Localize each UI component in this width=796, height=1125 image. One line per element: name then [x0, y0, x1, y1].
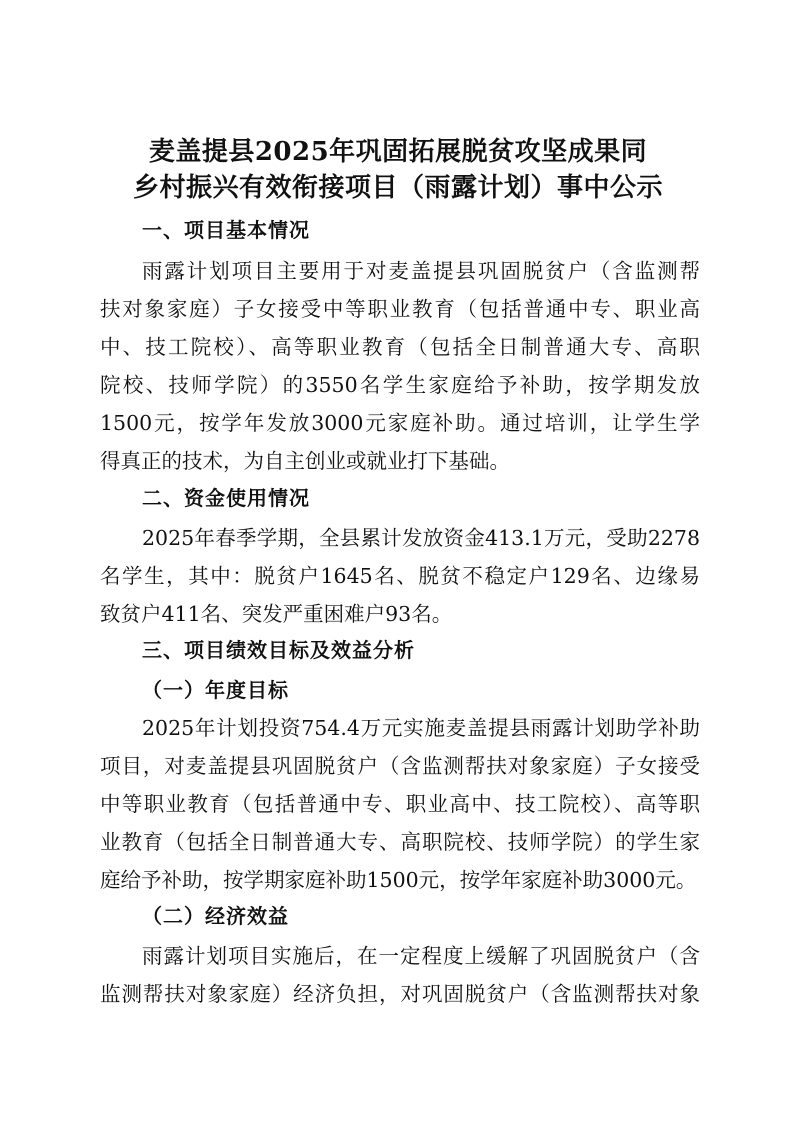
paragraph-line: 业教育（包括全日制普通大专、高职院校、技师学院）的学生家 — [100, 830, 700, 854]
paragraph-line: 中、技工院校）、高等职业教育（包括全日制普通大专、高职 — [100, 335, 700, 359]
paragraph-line: 院校、技师学院）的3550名学生家庭给予补助，按学期发放 — [100, 373, 700, 397]
section-1-paragraph — [100, 252, 700, 480]
paragraph-line: 项目，对麦盖提县巩固脱贫户（含监测帮扶对象家庭）子女接受 — [100, 754, 700, 778]
subsection-2-heading: （二）经济效益 — [142, 904, 289, 928]
paragraph-line: 1500元，按学年发放3000元家庭补助。通过培训，让学生学 — [100, 411, 700, 435]
paragraph-line: 中等职业教育（包括普通中专、职业高中、技工院校）、高等职 — [100, 792, 700, 816]
subsection-1-heading: （一）年度目标 — [142, 678, 289, 702]
section-3-heading: 三、项目绩效目标及效益分析 — [142, 638, 415, 662]
section-1-heading: 一、项目基本情况 — [142, 218, 310, 242]
subsection-1-paragraph — [100, 709, 700, 899]
paragraph-line: 庭给予补助，按学期家庭补助1500元，按学年家庭补助3000元。 — [100, 868, 697, 892]
paragraph-line: 得真正的技术，为自主创业或就业打下基础。 — [100, 449, 510, 473]
paragraph-line: 2025年计划投资754.4万元实施麦盖提县雨露计划助学补助 — [142, 716, 700, 740]
subsection-2-paragraph — [100, 937, 700, 1013]
document-title-line-2: 乡村振兴有效衔接项目（雨露计划）事中公示 — [132, 173, 663, 203]
paragraph-line: 致贫户411名、突发严重困难户93名。 — [100, 602, 453, 626]
section-2-paragraph — [100, 519, 700, 633]
paragraph-line: 雨露计划项目主要用于对麦盖提县巩固脱贫户（含监测帮 — [142, 259, 700, 283]
section-2-heading: 二、资金使用情况 — [142, 486, 310, 510]
paragraph-line: 扶对象家庭）子女接受中等职业教育（包括普通中专、职业高 — [100, 297, 700, 321]
paragraph-line: 2025年春季学期，全县累计发放资金413.1万元，受助2278 — [142, 526, 700, 550]
paragraph-line: 监测帮扶对象家庭）经济负担，对巩固脱贫户（含监测帮扶对象 — [100, 982, 700, 1006]
paragraph-line: 雨露计划项目实施后，在一定程度上缓解了巩固脱贫户（含 — [142, 944, 700, 968]
document-title-line-1: 麦盖提县2025年巩固拓展脱贫攻坚成果同 — [148, 137, 648, 167]
paragraph-line: 名学生，其中：脱贫户1645名、脱贫不稳定户129名、边缘易 — [100, 564, 700, 588]
